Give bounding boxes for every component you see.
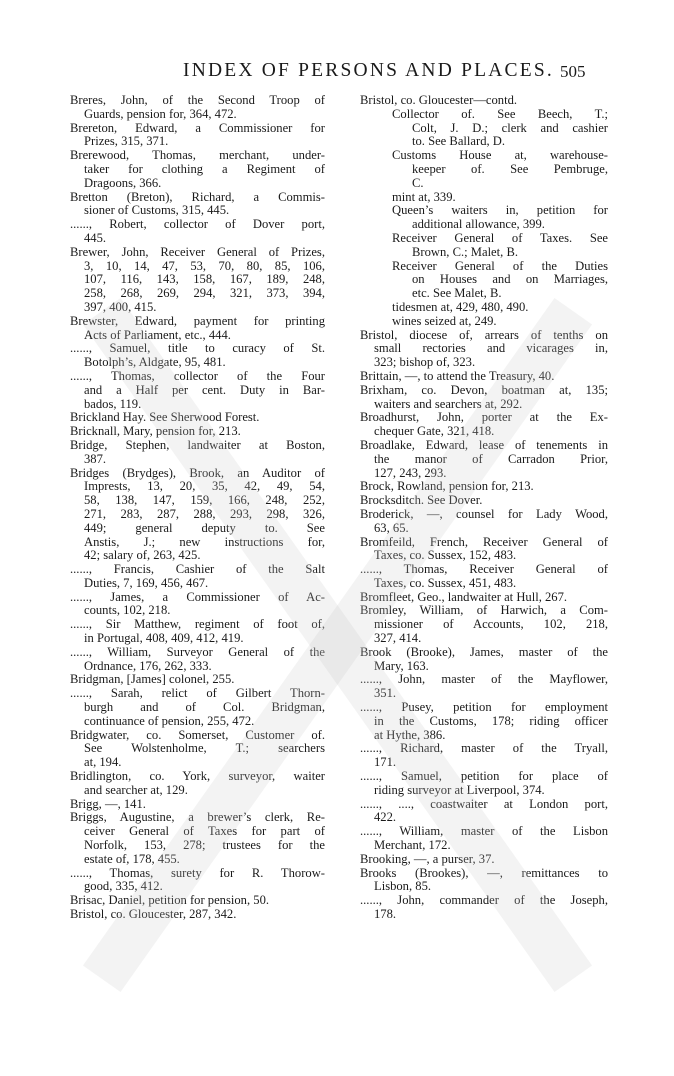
index-entry [70,687,325,728]
index-entry-line: ......, Robert, collector of Dover port, [70,218,325,232]
index-entry-line: additional allowance, 399. [412,218,545,232]
index-entry-line: Ordnance, 176, 262, 333. [84,659,212,673]
index-entry-line: small rectories and vicarages in, [374,342,608,356]
index-entry-line: Colt, J. D.; clerk and cashier [412,121,608,135]
index-entry [70,370,325,411]
index-entry-line: Prizes, 315, 371. [84,135,169,149]
index-entry-line: ......, Thomas, Receiver General of [360,563,608,577]
index-entry-line: bados, 119. [84,397,142,411]
index-entry-line: ......, James, a Commissioner of Ac- [70,590,325,604]
index-entry-line: Bridlington, co. York, surveyor, waiter [70,770,325,784]
index-entry-line: ......, Richard, master of the Tryall, [360,742,608,756]
index-entry-line: Broderick, —, counsel for Lady Wood, [360,507,608,521]
index-entry-line: Bromley, William, of Harwich, a Com- [360,604,608,618]
index-entry-line: and searcher at, 129. [84,783,188,797]
index-entry [360,480,608,494]
index-entry-line: Acts of Parliament, etc., 444. [84,328,231,342]
index-entry-line: continuance of pension, 255, 472. [84,714,255,728]
index-entry-line: 422. [374,811,397,825]
index-entry [360,108,608,149]
index-entry [70,411,325,425]
index-entry-line: 387. [84,452,107,466]
index-entry-line: 271, 283, 287, 288, 293, 298, 326, [84,507,325,521]
index-entry [70,811,325,866]
index-entry [70,591,325,619]
index-entry-line: Lisbon, 85. [374,880,432,894]
index-entry-line: Brocksditch. See Dover. [360,494,483,508]
index-entry-line: C. [412,176,424,190]
index-entry-line: tidesmen at, 429, 480, 490. [392,300,529,314]
index-entry-line: ......, Sir Matthew, regiment of foot of, [70,618,325,632]
index-entry-line: to. See Ballard, D. [412,135,506,149]
index-entry [70,867,325,895]
index-entry [360,604,608,645]
index-entry-line: good, 335, 412. [84,880,163,894]
index-entry [360,867,608,895]
index-entry-line: and a Half per cent. Duty in Bar- [84,383,325,397]
index-entry [360,646,608,674]
page-title: INDEX OF PERSONS AND PLACES. [183,60,554,81]
index-entry-line: 42; salary of, 263, 425. [84,549,201,563]
index-entry [360,536,608,564]
index-entry [70,563,325,591]
index-entry-line: in the Customs, 178; riding officer [374,714,608,728]
index-entry-line: See Wolstenholme, T.; searchers [84,742,325,756]
index-entry [70,94,325,122]
index-entry-line: at Hythe, 386. [374,728,446,742]
index-entry-line: Bridges (Brydges), Brook, an Auditor of [70,466,325,480]
index-entry-line: ......, Francis, Cashier of the Salt [70,563,325,577]
index-entry-line: Guards, pension for, 364, 472. [84,107,237,121]
index-entry [360,191,608,205]
index-entry [70,191,325,219]
index-entry-line: Customs House at, warehouse- [392,149,608,163]
index-column-left [70,94,325,922]
index-entry-line: chequer Gate, 321, 418. [374,425,495,439]
index-entry-line: Receiver General of the Duties [392,259,608,273]
index-entry-line: at, 194. [84,756,122,770]
page-number: 505 [560,62,586,81]
index-entry [360,384,608,412]
index-entry [70,315,325,343]
page-header [0,60,674,90]
index-entry-line: Anstis, J.; new instructions for, [84,535,325,549]
index-entry [70,149,325,190]
index-entry [360,149,608,190]
index-entry-line: Brisac, Daniel, petition for pension, 50. [70,894,270,908]
index-entry-line: Brooks (Brookes), —, remittances to [360,866,608,880]
index-entry [360,798,608,826]
index-entry-line: 258, 268, 269, 294, 321, 373, 394, [84,287,325,301]
index-entry-line: Botolph’s, Aldgate, 95, 481. [84,356,226,370]
index-column-right [360,94,608,922]
index-entry-line: Mary, 163. [374,659,429,673]
index-entry-line: Brickland Hay. See Sherwood Forest. [70,411,260,425]
index-entry-line: on Houses and on Marriages, [412,273,608,287]
index-entry-line: waiters and searchers at, 292. [374,397,523,411]
index-entry [360,232,608,260]
index-entry-line: Breres, John, of the Second Troop of [70,94,325,107]
index-entry-line: 127, 243, 293. [374,466,447,480]
index-entry-line: in Portugal, 408, 409, 412, 419. [84,632,244,646]
index-entry-line: riding surveyor at Liverpool, 374. [374,783,545,797]
index-entry-line: 449; general deputy to. See [84,521,325,535]
index-entry-line: 445. [84,231,107,245]
index-entry-line: Broadhurst, John, porter at the Ex- [360,411,608,425]
index-entry-line: missioner of Accounts, 102, 218, [374,618,608,632]
index-entry-line: Duties, 7, 169, 456, 467. [84,576,209,590]
index-entry-line: estate of, 178, 455. [84,852,180,866]
index-entry-line: ......, ...., coastwaiter at London port, [360,797,608,811]
index-entry [360,701,608,742]
index-entry-line: ......, Samuel, title to curacy of St. [70,342,325,356]
index-entry [70,894,325,908]
index-entry-line: 351. [374,687,397,701]
index-entry-line: 107, 116, 143, 158, 167, 189, 248, [84,273,325,287]
index-entry [70,618,325,646]
index-entry-line: ......, Sarah, relict of Gilbert Thorn- [70,687,325,701]
index-entry [70,798,325,812]
index-entry-line: 63, 65. [374,521,409,535]
index-entry-line: ......, Pusey, petition for employment [360,701,608,715]
index-entry [70,770,325,798]
index-entry [360,411,608,439]
index-entry-line: Brooking, —, a purser, 37. [360,852,495,866]
index-entry [360,673,608,701]
index-entry-line: etc. See Malet, B. [412,287,502,301]
index-entry-line: taker for clothing a Regiment of [84,162,325,176]
index-entry [70,673,325,687]
index-entry-line: 3, 10, 14, 47, 53, 70, 80, 85, 106, [84,259,325,273]
index-entry-line: mint at, 339. [392,190,456,204]
index-entry [70,122,325,150]
index-entry-line: 323; bishop of, 323. [374,356,476,370]
index-entry-line: Norfolk, 153, 278; trustees for the [84,839,325,853]
index-entry-line: Brerewood, Thomas, merchant, under- [70,149,325,163]
index-entry-line: Dragoons, 366. [84,176,162,190]
index-entry [360,742,608,770]
index-entry-line: burgh and of Col. Bridgman, [84,701,325,715]
index-entry-line: Collector of. See Beech, T.; [392,107,608,121]
index-entry-line: Brook (Brooke), James, master of the [360,645,608,659]
index-entry-line: Queen’s waiters in, petition for [392,204,608,218]
index-entry [360,370,608,384]
index-entry-line: Broadlake, Edward, lease of tenements in [360,438,608,452]
index-entry [360,508,608,536]
index-entry-line: sioner of Customs, 315, 445. [84,204,230,218]
index-entry-line: 58, 138, 147, 159, 166, 248, 252, [84,494,325,508]
index-entry-line: ......, William, master of the Lisbon [360,825,608,839]
index-entry [70,467,325,564]
index-entry-line: Bromfleet, Geo., landwaiter at Hull, 267. [360,590,568,604]
index-entry-line: Taxes, co. Sussex, 451, 483. [374,576,517,590]
index-entry-line: Brereton, Edward, a Commissioner for [70,121,325,135]
index-entry [70,908,325,922]
index-entry [70,439,325,467]
index-entry-line: 327, 414. [374,632,422,646]
index-entry [360,439,608,480]
index-entry-line: Briggs, Augustine, a brewer’s clerk, Re- [70,811,325,825]
index-entry-line: Bretton (Breton), Richard, a Commis- [70,190,325,204]
index-entry [360,563,608,591]
index-entry [70,425,325,439]
index-entry-line: Brixham, co. Devon, boatman at, 135; [360,383,608,397]
index-entry-line: ceiver General of Taxes for part of [84,825,325,839]
index-entry [70,218,325,246]
index-entry-line: Brewster, Edward, payment for printing [70,314,325,328]
index-entry [360,315,608,329]
index-entry-line: Brigg, —, 141. [70,797,146,811]
index-entry [360,770,608,798]
index-entry-line: the manor of Carradon Prior, [374,452,608,466]
index-entry-line: Bridge, Stephen, landwaiter at Boston, [70,438,325,452]
index-entry [360,894,608,922]
index-entry [70,646,325,674]
index-entry-line: Bromfeild, French, Receiver General of [360,535,608,549]
index-entry-line: keeper of. See Pembruge, [412,162,608,176]
index-entry [360,853,608,867]
index-entry-line: counts, 102, 218. [84,604,171,618]
index-entry-line: Bristol, diocese of, arrears of tenths on [360,328,608,342]
index-entry-line: 397, 400, 415. [84,300,157,314]
index-entry-line: Imprests, 13, 20, 35, 42, 49, 54, [84,480,325,494]
index-entry-line: Bricknall, Mary, pension for, 213. [70,425,241,439]
index-entry [70,729,325,770]
index-entry [70,246,325,315]
index-entry-line: ......, Thomas, surety for R. Thorow- [70,866,325,880]
index-entry [360,204,608,232]
index-entry-line: Bristol, co. Gloucester—contd. [360,94,518,107]
index-entry [360,591,608,605]
index-entry [360,94,608,108]
index-entry-line: ......, John, commander of the Joseph, [360,894,608,908]
index-entry-line: Receiver General of Taxes. See [392,231,608,245]
index-entry [360,494,608,508]
index-entry-line: Brittain, —, to attend the Treasury, 40. [360,369,555,383]
index-entry-line: ......, Thomas, collector of the Four [70,369,325,383]
index-entry-line: 178. [374,908,397,922]
index-entry-line: Brewer, John, Receiver General of Prizes, [70,245,325,259]
index-entry [360,329,608,370]
index-entry-line: Taxes, co. Sussex, 152, 483. [374,549,517,563]
index-entry-line: ......, John, master of the Mayflower, [360,673,608,687]
index-entry-line: Bridgman, [James] colonel, 255. [70,673,235,687]
index-entry [70,342,325,370]
index-entry-line: Merchant, 172. [374,839,451,853]
index-entry-line: Bristol, co. Gloucester, 287, 342. [70,908,237,922]
index-entry-line: ......, William, Surveyor General of the [70,645,325,659]
index-entry-line: wines seized at, 249. [392,314,497,328]
index-entry [360,260,608,301]
index-entry-line: Brock, Rowland, pension for, 213. [360,480,534,494]
index-entry [360,825,608,853]
index-entry-line: 171. [374,756,397,770]
index-entry-line: ......, Samuel, petition for place of [360,770,608,784]
index-entry-line: Brown, C.; Malet, B. [412,245,518,259]
index-entry [360,301,608,315]
index-entry-line: Bridgwater, co. Somerset, Customer of. [70,728,325,742]
